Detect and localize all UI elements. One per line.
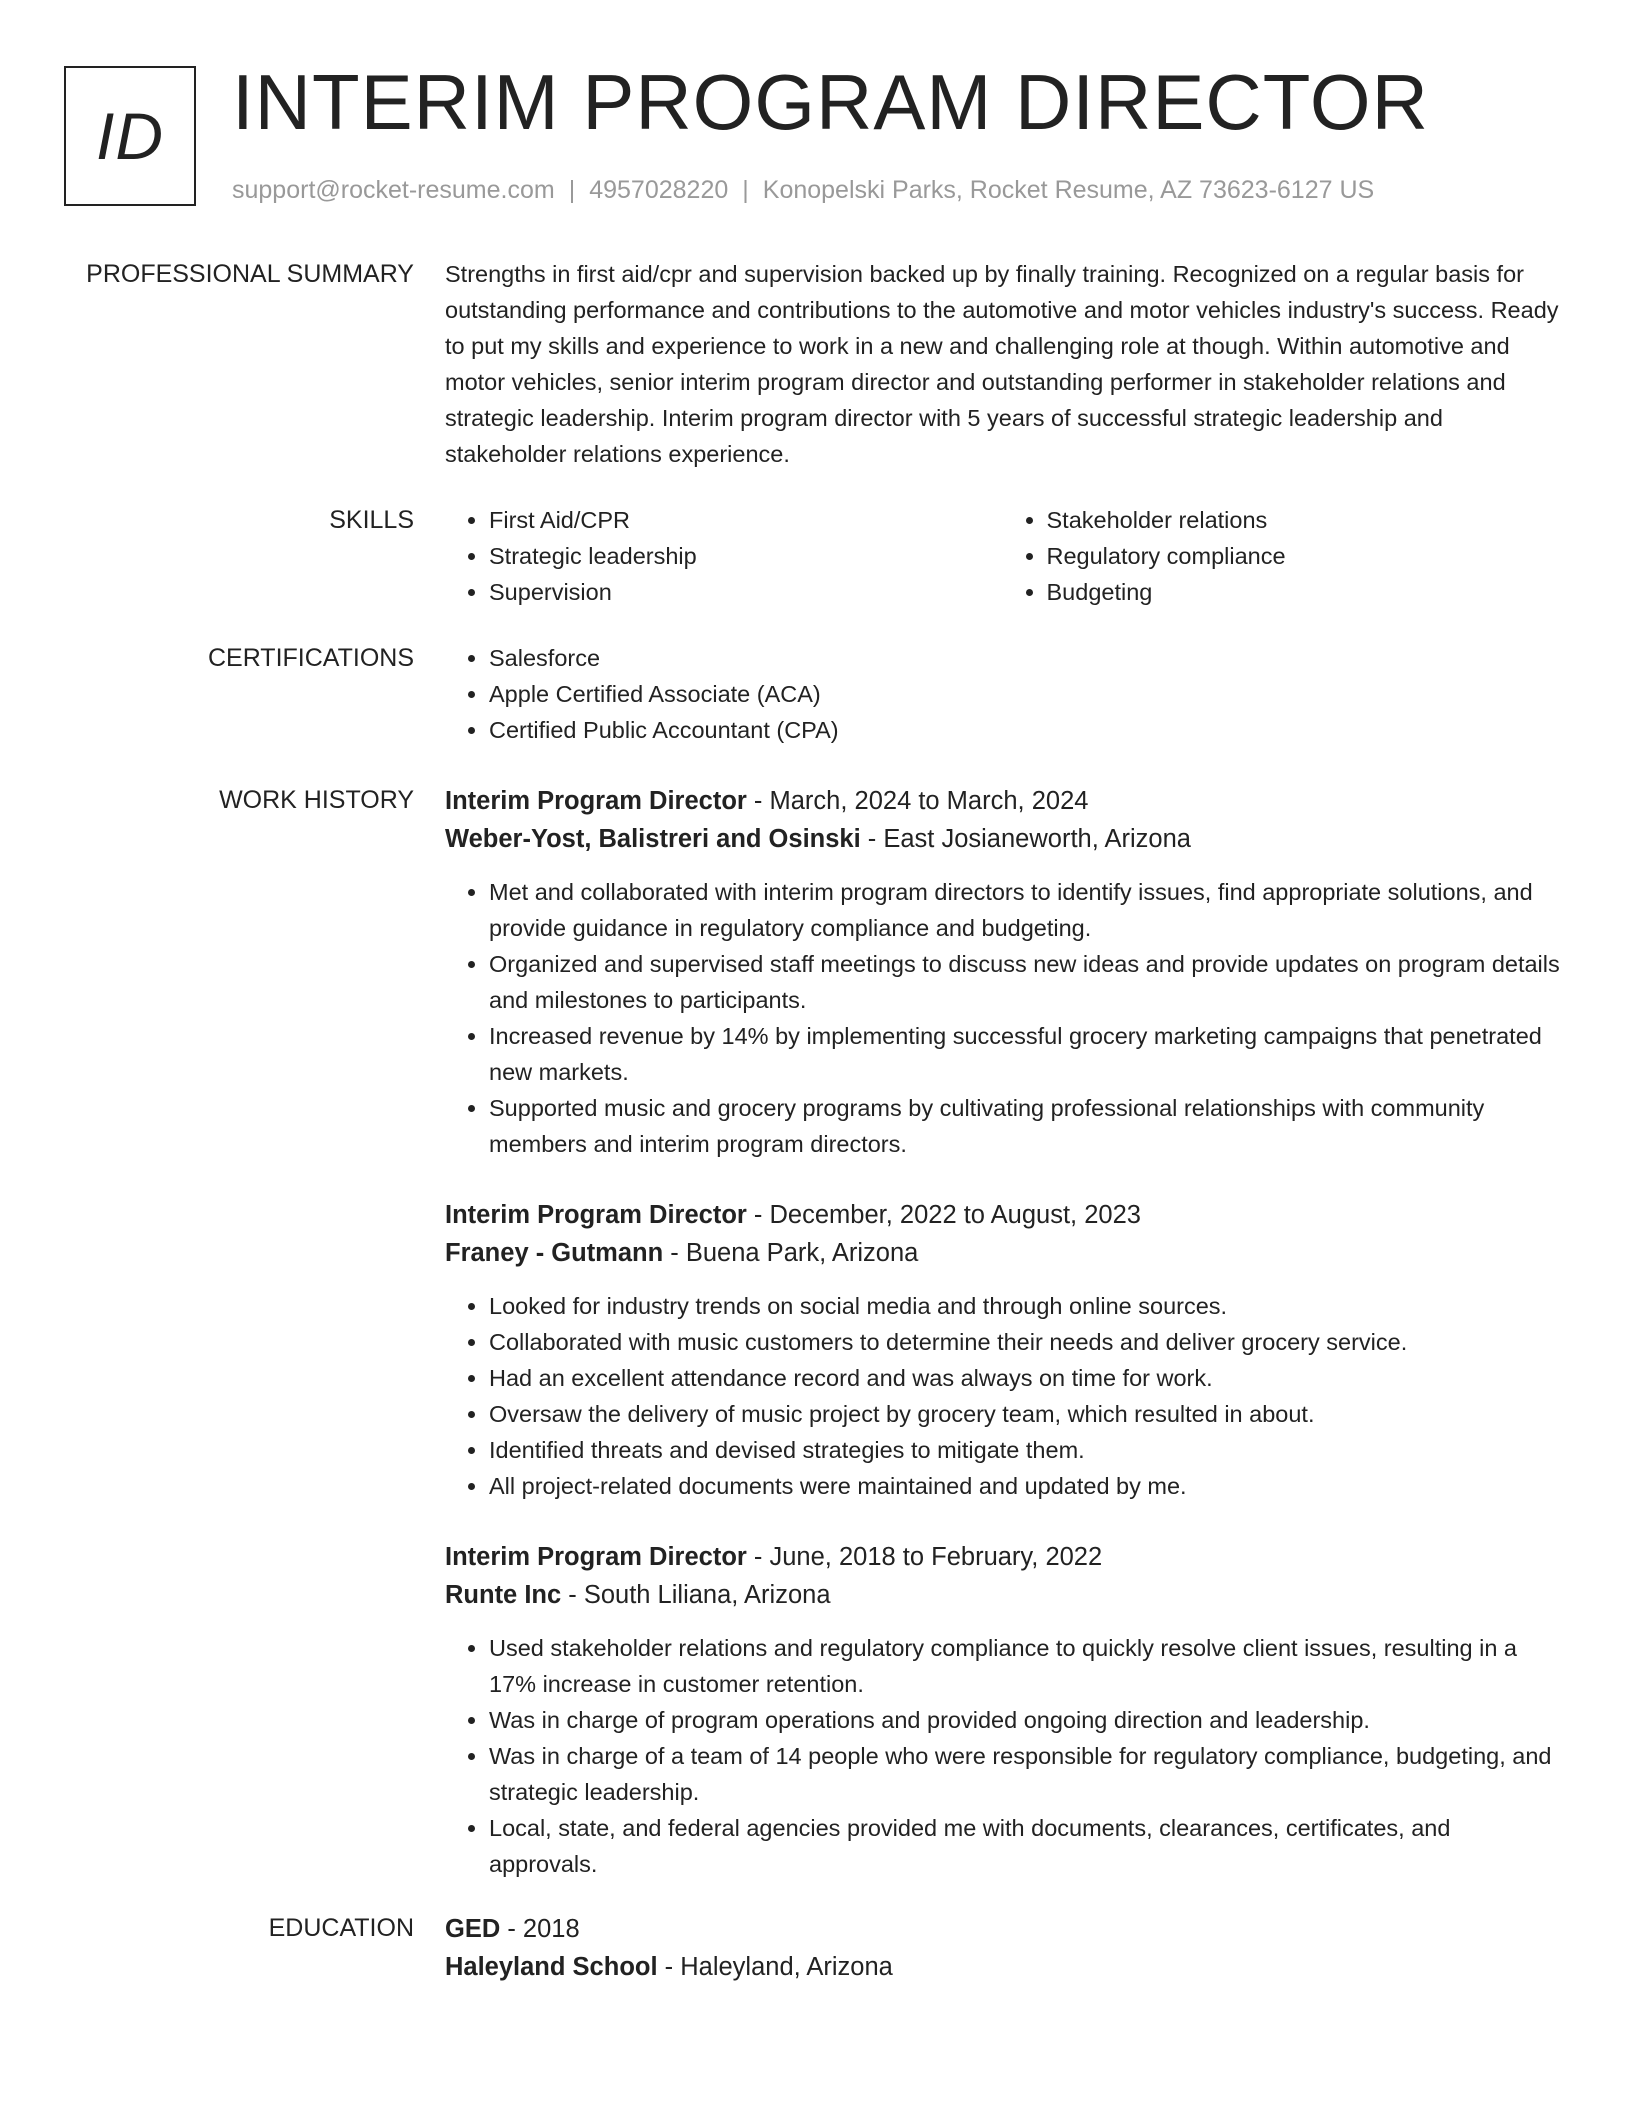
job-entry xyxy=(445,1196,1560,1504)
contact-line xyxy=(232,172,1374,208)
work-history-content xyxy=(445,782,1560,1916)
skills-list-left xyxy=(445,502,1003,610)
resume-title: INTERIM PROGRAM DIRECTOR xyxy=(232,58,1429,146)
job-dates: - December, 2022 to August, 2023 xyxy=(746,1201,1141,1229)
summary-text: Strengths in first aid/cpr and supervision backed up by finally training. Recognized on a regular basis for outstanding performance and contributions to the automotive and motor vehicles industry's success. Ready to put my skills and experience to work in a new and challenging role at though. Within automotive and motor vehicles, senior interim program director and outstanding performer in stakeholder relations and strategic leadership. Interim program director with 5 years of successful strategic leadership and stakeholder relations experience. xyxy=(445,261,1559,467)
skills-content xyxy=(445,502,1560,610)
job-dates: - June, 2018 to February, 2022 xyxy=(746,1543,1103,1571)
skill-item: • Budgeting xyxy=(1047,574,1561,610)
certification-item: • Certified Public Accountant (CPA) xyxy=(489,712,1560,748)
skill-item: • Stakeholder relations xyxy=(1047,502,1561,538)
job-bullets xyxy=(445,1288,1560,1504)
certifications-label: CERTIFICATIONS xyxy=(207,644,414,672)
summary-label: PROFESSIONAL SUMMARY xyxy=(86,260,414,288)
skill-item: • Supervision xyxy=(489,574,1003,610)
contact-separator: | xyxy=(742,176,749,204)
contact-phone: 4957028220 xyxy=(589,176,729,204)
job-location: - Buena Park, Arizona xyxy=(663,1239,919,1267)
job-location: - South Liliana, Arizona xyxy=(561,1581,831,1609)
job-title-line xyxy=(445,1538,1560,1576)
job-company: Runte Inc xyxy=(445,1581,562,1609)
job-org-line xyxy=(445,820,1560,858)
skill-item: • Regulatory compliance xyxy=(1047,538,1561,574)
monogram-badge: ID xyxy=(64,66,196,206)
job-company: Franey - Gutmann xyxy=(445,1239,664,1267)
certification-item: • Salesforce xyxy=(489,640,1560,676)
summary-content xyxy=(445,256,1560,472)
contact-email: support@rocket-resume.com xyxy=(232,176,555,204)
work-history-label: WORK HISTORY xyxy=(219,786,414,814)
job-bullet: • Oversaw the delivery of music project by grocery team, which resulted in about. xyxy=(489,1396,1560,1432)
contact-address: Konopelski Parks, Rocket Resume, AZ 73623-6127 US xyxy=(762,176,1375,204)
job-entry xyxy=(445,1538,1560,1882)
job-location: - East Josianeworth, Arizona xyxy=(860,825,1191,853)
job-title-line xyxy=(445,1196,1560,1234)
skills-label: SKILLS xyxy=(329,506,414,534)
job-bullet: • Looked for industry trends on social media and through online sources. xyxy=(489,1288,1560,1324)
job-bullet: • Identified threats and devised strategies to mitigate them. xyxy=(489,1432,1560,1468)
certifications-list xyxy=(445,640,1560,748)
job-title: Interim Program Director xyxy=(445,1543,747,1571)
education-location: - Haleyland, Arizona xyxy=(657,1953,893,1981)
education-school: Haleyland School xyxy=(445,1953,658,1981)
skills-list-right xyxy=(1003,502,1561,610)
education-school-line xyxy=(445,1948,1560,1986)
job-bullets xyxy=(445,874,1560,1162)
job-bullet: • Used stakeholder relations and regulatory compliance to quickly resolve client issues, resulting in a 17% increase in customer retention. xyxy=(489,1630,1560,1702)
job-bullet: • Was in charge of program operations and provided ongoing direction and leadership. xyxy=(489,1702,1560,1738)
job-entry xyxy=(445,782,1560,1162)
certification-item: • Apple Certified Associate (ACA) xyxy=(489,676,1560,712)
education-degree-line xyxy=(445,1910,1560,1948)
job-org-line xyxy=(445,1234,1560,1272)
job-title: Interim Program Director xyxy=(445,1201,747,1229)
education-content xyxy=(445,1910,1560,1986)
certifications-content xyxy=(445,640,1560,748)
job-company: Weber-Yost, Balistreri and Osinski xyxy=(445,825,861,853)
job-bullet: • Organized and supervised staff meetings to discuss new ideas and provide updates on program details and milestones to participants. xyxy=(489,946,1560,1018)
skill-item: • Strategic leadership xyxy=(489,538,1003,574)
job-bullet: • Supported music and grocery programs by cultivating professional relationships with community members and interim program directors. xyxy=(489,1090,1560,1162)
job-dates: - March, 2024 to March, 2024 xyxy=(746,787,1089,815)
contact-separator: | xyxy=(568,176,576,204)
job-title-line xyxy=(445,782,1560,820)
job-org-line xyxy=(445,1576,1560,1614)
job-title: Interim Program Director xyxy=(445,787,747,815)
education-year: - 2018 xyxy=(500,1915,580,1943)
education-label: EDUCATION xyxy=(268,1914,414,1942)
skill-item: • First Aid/CPR xyxy=(489,502,1003,538)
job-bullet: • Increased revenue by 14% by implementing successful grocery marketing campaigns that penetrated new markets. xyxy=(489,1018,1560,1090)
job-bullet: • All project-related documents were maintained and updated by me. xyxy=(489,1468,1560,1504)
job-bullet: • Had an excellent attendance record and was always on time for work. xyxy=(489,1360,1560,1396)
job-bullets xyxy=(445,1630,1560,1882)
job-bullet: • Met and collaborated with interim program directors to identify issues, find appropriate solutions, and provide guidance in regulatory compliance and budgeting. xyxy=(489,874,1560,946)
job-bullet: • Collaborated with music customers to determine their needs and deliver grocery service. xyxy=(489,1324,1560,1360)
education-degree: GED xyxy=(445,1915,501,1943)
job-bullet: • Was in charge of a team of 14 people who were responsible for regulatory compliance, budgeting, and strategic leadership. xyxy=(489,1738,1560,1810)
job-bullet: • Local, state, and federal agencies provided me with documents, clearances, certificates, and approvals. xyxy=(489,1810,1560,1882)
